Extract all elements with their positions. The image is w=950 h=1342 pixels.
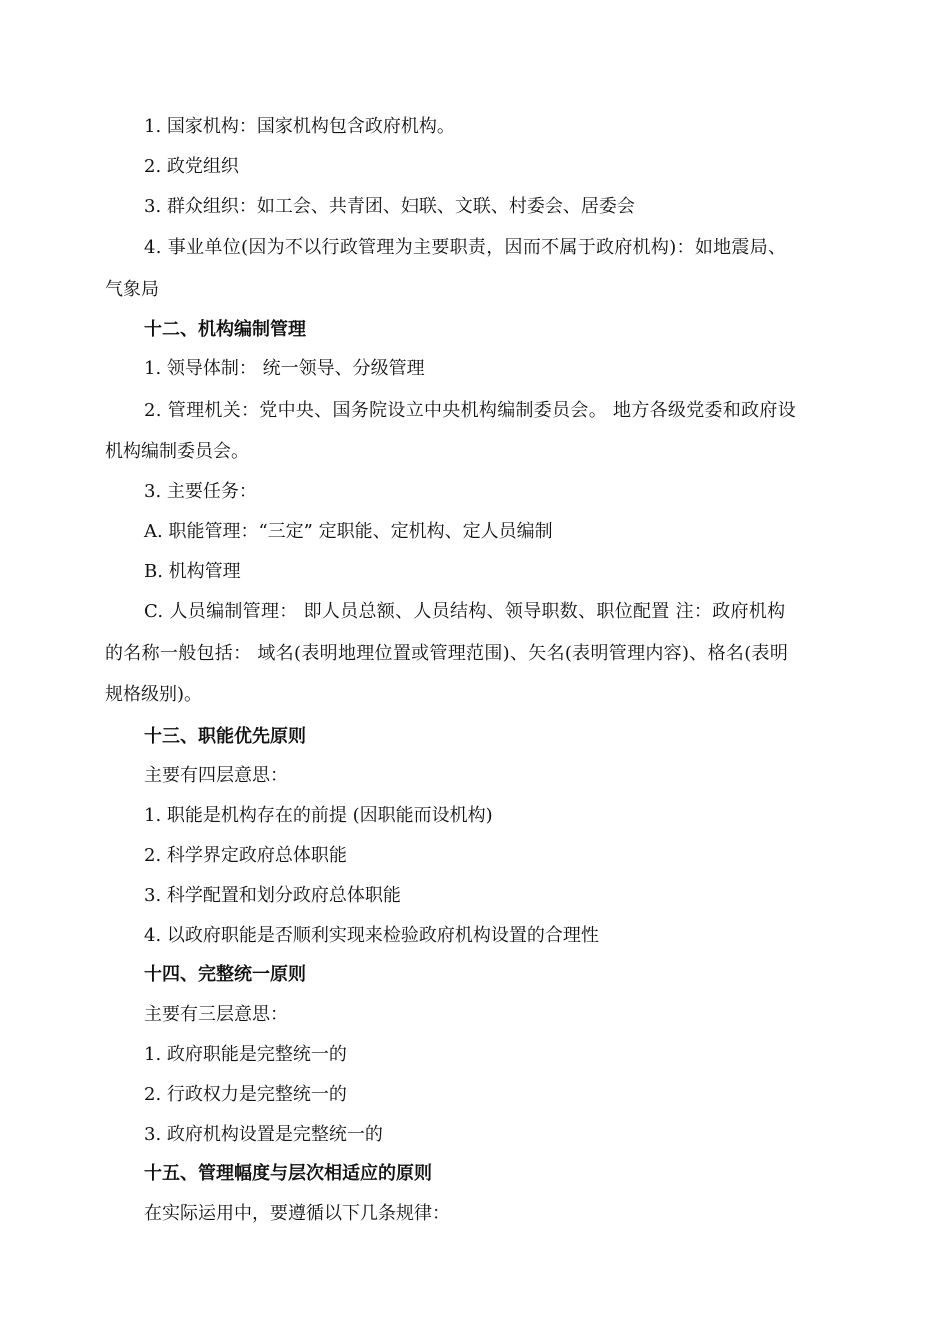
paragraph-continuation: 机构编制委员会。	[105, 441, 249, 462]
list-item: C. 人员编制管理： 即人员总额、人员结构、领导职数、职位配置 注：政府机构	[144, 601, 786, 622]
paragraph: 主要有四层意思：	[144, 765, 288, 786]
list-item: 4. 事业单位(因为不以行政管理为主要职责，因而不属于政府机构)：如地震局、	[144, 237, 787, 258]
section-heading: 十三、职能优先原则	[144, 726, 306, 747]
paragraph-continuation: 气象局	[105, 279, 159, 300]
list-item: 3. 政府机构设置是完整统一的	[144, 1124, 383, 1145]
paragraph: 在实际运用中，要遵循以下几条规律：	[144, 1203, 450, 1224]
list-item: 1. 政府职能是完整统一的	[144, 1044, 347, 1065]
list-item: 1. 职能是机构存在的前提 (因职能而设机构)	[144, 805, 493, 826]
section-heading: 十二、机构编制管理	[144, 319, 306, 340]
list-item: 2. 管理机关：党中央、国务院设立中央机构编制委员会。 地方各级党委和政府设	[144, 400, 797, 421]
list-item: A. 职能管理：“三定” 定职能、定机构、定人员编制	[144, 521, 553, 542]
list-item: 1. 国家机构：国家机构包含政府机构。	[144, 116, 455, 137]
list-item: B. 机构管理	[144, 561, 241, 582]
paragraph: 主要有三层意思：	[144, 1004, 288, 1025]
list-item: 2. 政党组织	[144, 156, 239, 177]
section-heading: 十四、完整统一原则	[144, 964, 306, 985]
list-item: 3. 主要任务：	[144, 481, 257, 502]
paragraph-continuation: 规格级别)。	[105, 684, 203, 705]
list-item: 3. 科学配置和划分政府总体职能	[144, 885, 401, 906]
list-item: 2. 科学界定政府总体职能	[144, 845, 347, 866]
list-item: 1. 领导体制： 统一领导、分级管理	[144, 358, 425, 379]
paragraph-continuation: 的名称一般包括： 域名(表明地理位置或管理范围)、矢名(表明管理内容)、格名(表明	[105, 643, 789, 664]
list-item: 3. 群众组织：如工会、共青团、妇联、文联、村委会、居委会	[144, 196, 635, 217]
section-heading: 十五、管理幅度与层次相适应的原则	[144, 1163, 432, 1184]
list-item: 2. 行政权力是完整统一的	[144, 1084, 347, 1105]
list-item: 4. 以政府职能是否顺利实现来检验政府机构设置的合理性	[144, 925, 599, 946]
